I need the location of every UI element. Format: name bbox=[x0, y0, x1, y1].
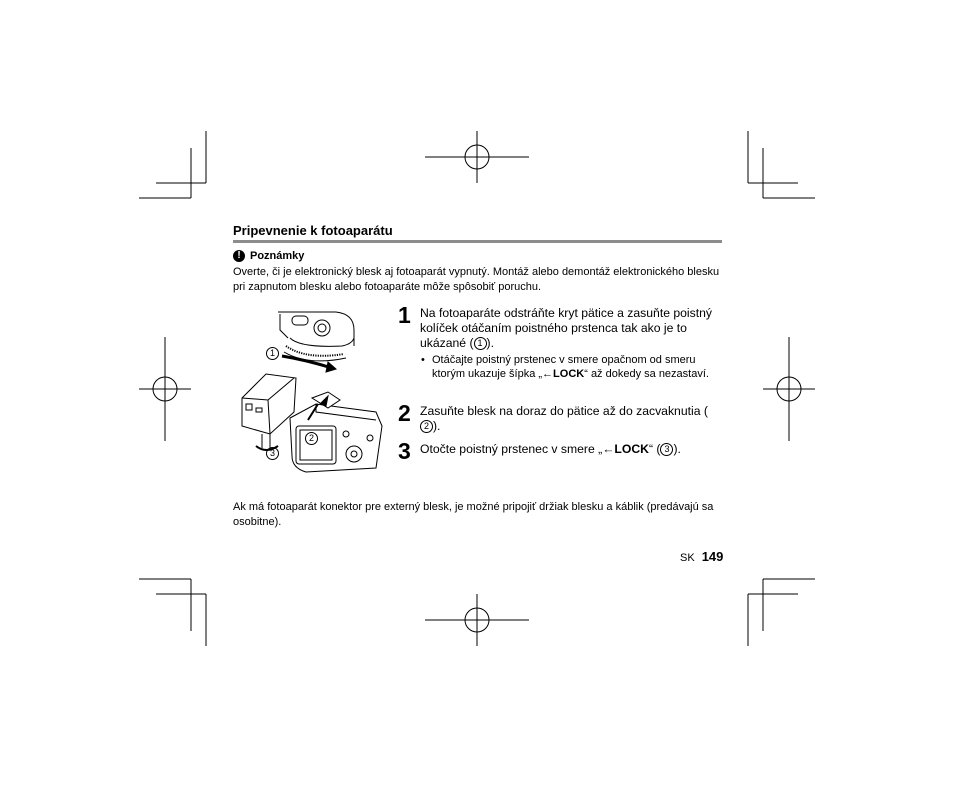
exclamation-icon: ! bbox=[233, 250, 245, 262]
page-footer bbox=[680, 549, 723, 564]
figure-label-3: 3 bbox=[266, 444, 279, 462]
note-heading bbox=[233, 249, 304, 263]
ref-1: 1 bbox=[474, 337, 487, 350]
camera-top-detail bbox=[278, 312, 354, 372]
ref-3: 3 bbox=[660, 443, 673, 456]
step-number-1: 1 bbox=[398, 302, 411, 328]
step-text-1: Na fotoaparáte odstráňte kryt pätice a zasuňte poistný kolíček otáčaním poistného prstenca tak ako je to ukázané ( 1 ). bbox=[420, 306, 712, 350]
flash-mounting-illustration bbox=[236, 308, 388, 478]
camera-body bbox=[290, 392, 382, 472]
figure-label-2: 2 bbox=[305, 429, 318, 447]
bullet-dot: • bbox=[421, 354, 425, 366]
page-number: 149 bbox=[701, 549, 724, 564]
step-number-2: 2 bbox=[398, 400, 411, 426]
step-number-3: 3 bbox=[398, 438, 411, 464]
flash-unit bbox=[242, 374, 296, 450]
step-1-subnote: Otáčajte poistný prstenec v smere opačnom od smeru ktorým ukazuje šípka „←LOCK“ až dokedy sa nezastaví. bbox=[432, 354, 709, 380]
step-text-3: Otočte poistný prstenec v smere „←LOCK“ ( 3 ). bbox=[420, 442, 681, 456]
ref-2: 2 bbox=[420, 420, 433, 433]
section-title: Pripevnenie k fotoaparátu bbox=[233, 223, 722, 243]
language-code: SK bbox=[680, 552, 695, 564]
note-text: Overte, či je elektronický blesk aj fotoaparát vypnutý. Montáž alebo demontáž elektronického blesku pri zapnutom blesku alebo fotoaparáte môže spôsobiť poruchu. bbox=[233, 266, 720, 293]
step-text-2: Zasuňte blesk na doraz do pätice až do zacvaknutia (2 ). bbox=[420, 404, 708, 433]
accessory-note: Ak má fotoaparát konektor pre externý blesk, je možné pripojiť držiak blesku a káblik (predávajú sa osobitne). bbox=[233, 501, 714, 528]
figure-label-1: 1 bbox=[266, 344, 279, 362]
note-heading-label: Poznámky bbox=[250, 250, 305, 262]
